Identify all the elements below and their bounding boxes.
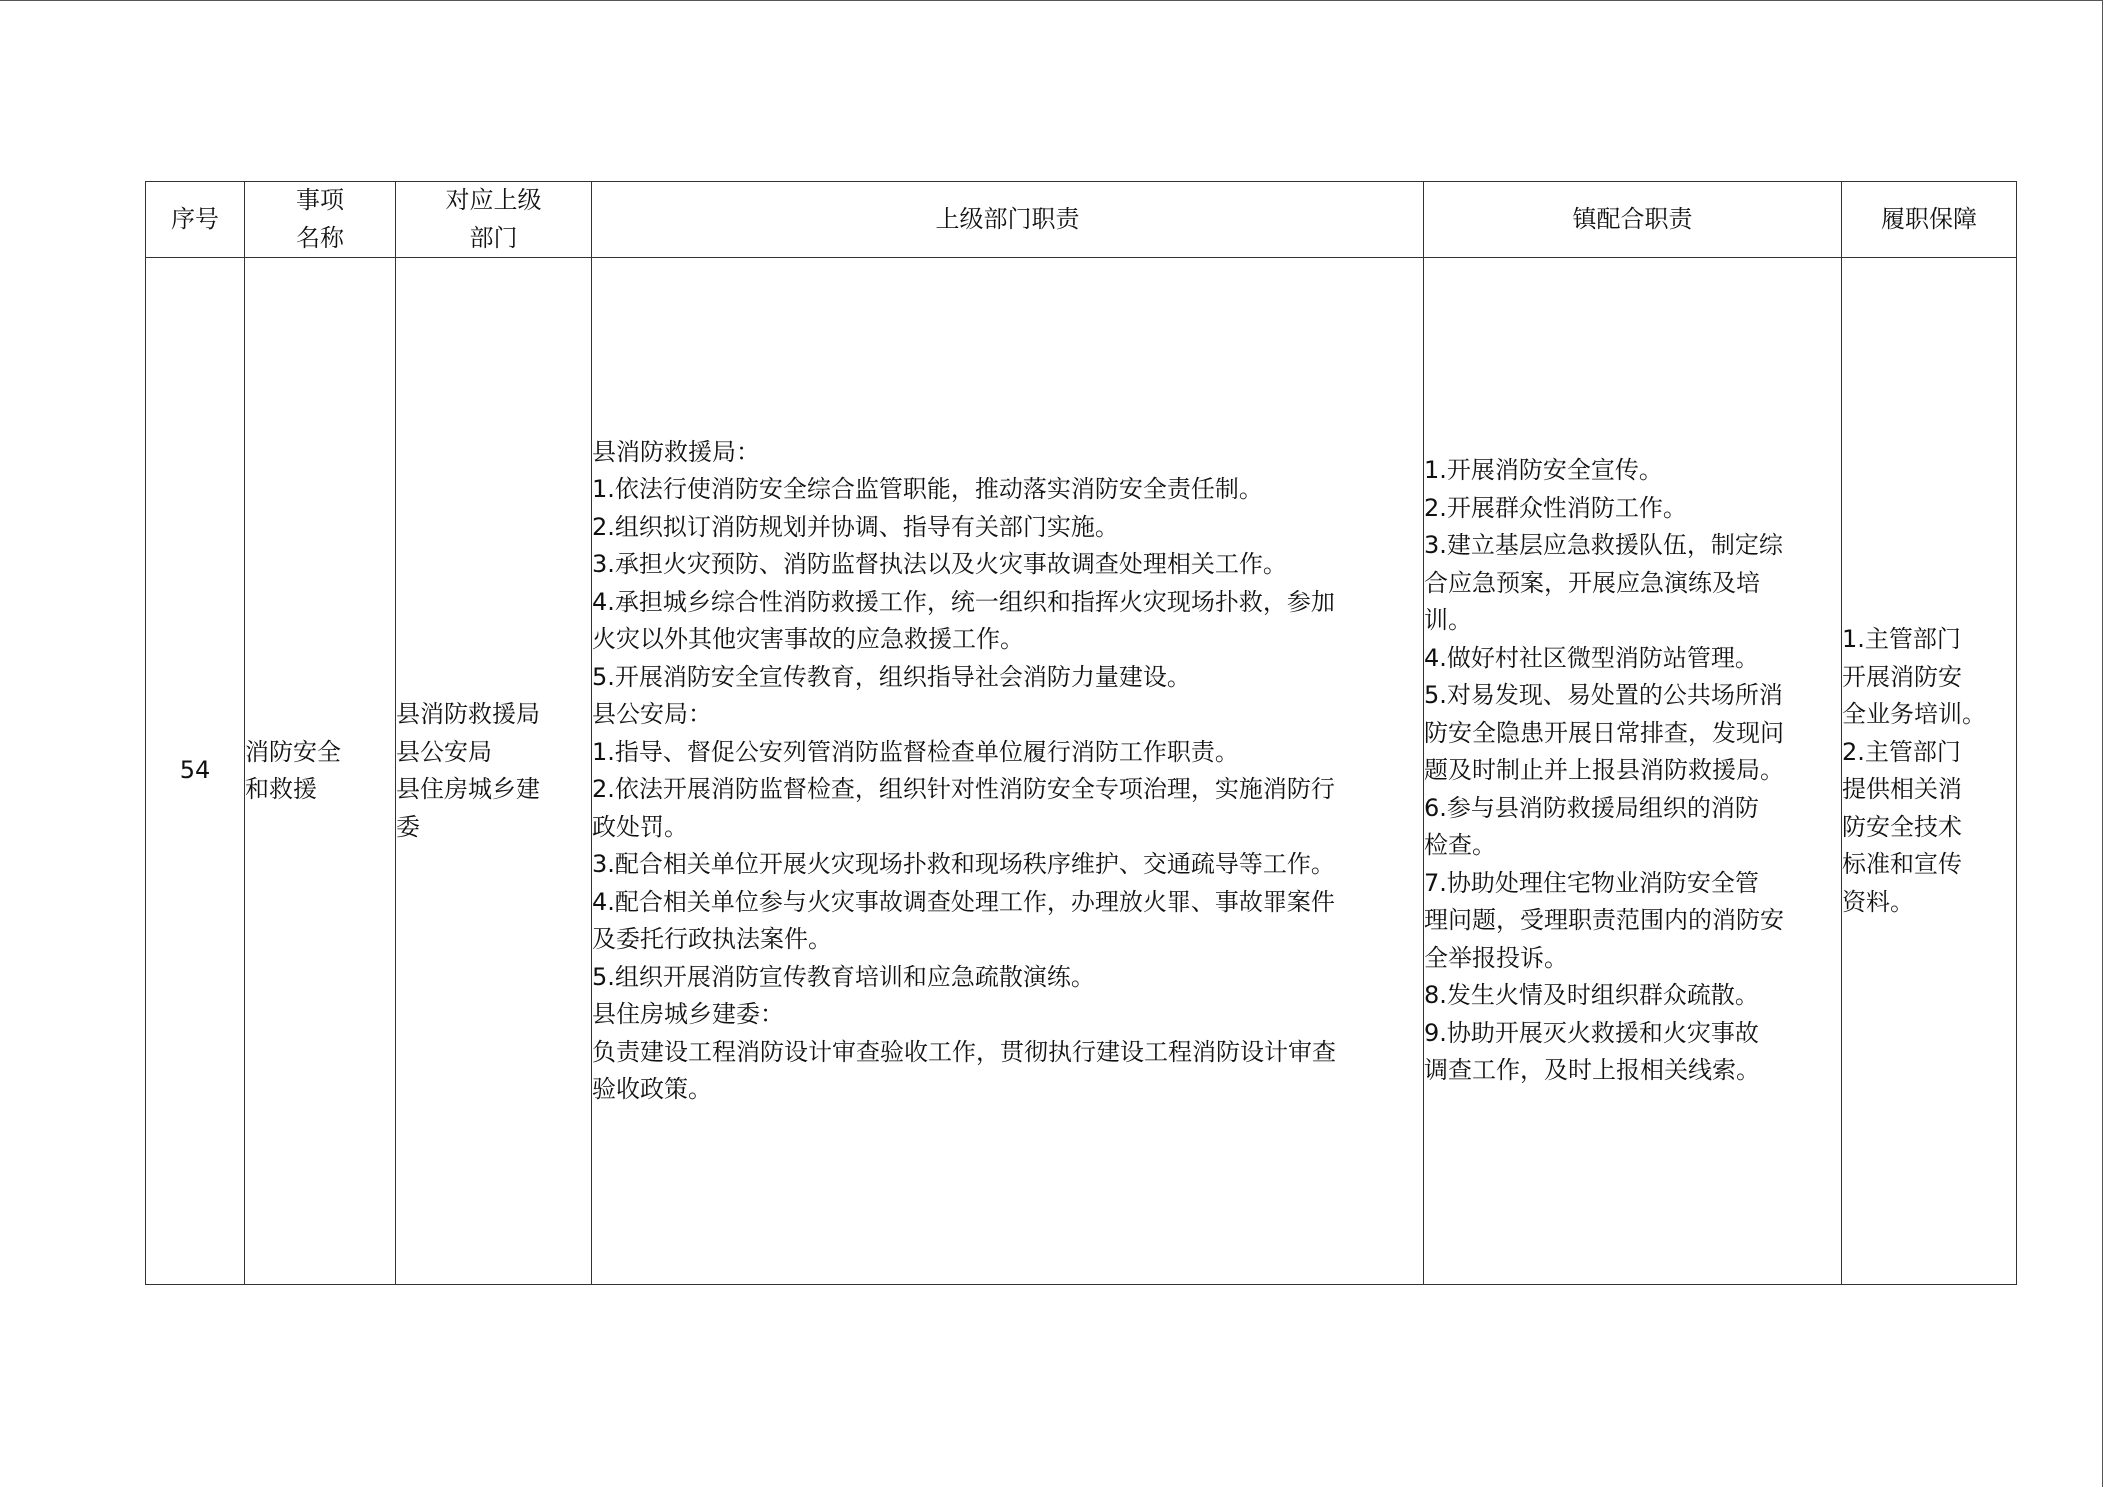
upper-duty-line: 县消防救援局： xyxy=(592,437,760,466)
town-duty-line: 理问题，受理职责范围内的消防安 xyxy=(1424,906,1784,935)
header-no: 序号 xyxy=(146,182,245,258)
guarantee-cell xyxy=(1842,258,2017,1285)
town-duty-line: 3.建立基层应急救援队伍，制定综 xyxy=(1424,531,1783,560)
header-item-name-line: 名称 xyxy=(296,223,344,252)
upper-duty-line: 4.承担城乡综合性消防救援工作，统一组织和指挥火灾现场扑救，参加 xyxy=(592,587,1335,616)
header-upper-duty: 上级部门职责 xyxy=(592,182,1424,258)
header-row xyxy=(146,182,2017,258)
upper-duty-line: 2.依法开展消防监督检查，组织针对性消防安全专项治理，实施消防行 xyxy=(592,775,1335,803)
upper-duty-line: 5.组织开展消防宣传教育培训和应急疏散演练。 xyxy=(592,962,1095,991)
town-duty-cell xyxy=(1424,258,1842,1285)
item-name-cell xyxy=(245,258,396,1285)
upper-dept-line: 县公安局 xyxy=(396,737,492,766)
upper-duty-line: 负责建设工程消防设计审查验收工作，贯彻执行建设工程消防设计审查 xyxy=(592,1037,1336,1066)
guarantee-line: 1.主管部门 xyxy=(1842,625,1961,653)
town-duty-line: 1.开展消防安全宣传。 xyxy=(1424,456,1663,485)
upper-duty-line: 2.组织拟订消防规划并协调、指导有关部门实施。 xyxy=(592,512,1119,541)
header-upper-dept xyxy=(396,182,592,258)
town-duty-line: 训。 xyxy=(1424,606,1472,635)
item-name-line: 消防安全 xyxy=(245,737,341,766)
guarantee-line: 标准和宣传 xyxy=(1842,850,1962,878)
town-duty-line: 防安全隐患开展日常排查，发现问 xyxy=(1424,718,1784,747)
upper-duty-line: 验收政策。 xyxy=(592,1075,712,1103)
town-duty-line: 合应急预案，开展应急演练及培 xyxy=(1424,568,1760,597)
upper-duty-line: 1.指导、督促公安列管消防监督检查单位履行消防工作职责。 xyxy=(592,737,1239,766)
guarantee-line: 开展消防安 xyxy=(1842,662,1962,691)
town-duty-line: 2.开展群众性消防工作。 xyxy=(1424,493,1687,522)
row-number: 54 xyxy=(146,258,245,1285)
upper-duty-line: 3.承担火灾预防、消防监督执法以及火灾事故调查处理相关工作。 xyxy=(592,550,1287,578)
guarantee-line: 资料。 xyxy=(1842,887,1914,916)
town-duty-line: 5.对易发现、易处置的公共场所消 xyxy=(1424,681,1783,710)
upper-dept-line: 县消防救援局 xyxy=(396,700,540,728)
guarantee-line: 提供相关消 xyxy=(1842,775,1962,803)
upper-duty-line: 1.依法行使消防安全综合监管职能，推动落实消防安全责任制。 xyxy=(592,475,1263,503)
guarantee-line: 防安全技术 xyxy=(1842,812,1962,841)
town-duty-line: 7.协助处理住宅物业消防安全管 xyxy=(1424,868,1759,897)
header-item-name-line: 事项 xyxy=(296,186,344,214)
item-name-line: 和救援 xyxy=(245,775,317,803)
upper-duty-line: 及委托行政执法案件。 xyxy=(592,925,832,953)
header-upper-dept-line: 部门 xyxy=(469,223,518,252)
header-upper-dept-line: 对应上级 xyxy=(445,186,542,214)
town-duty-line: 调查工作，及时上报相关线索。 xyxy=(1424,1056,1760,1085)
upper-dept-line: 县住房城乡建 xyxy=(396,775,540,803)
town-duty-line: 全举报投诉。 xyxy=(1424,943,1568,972)
upper-duty-line: 3.配合相关单位开展火灾现场扑救和现场秩序维护、交通疏导等工作。 xyxy=(592,850,1335,878)
guarantee-line: 全业务培训。 xyxy=(1842,700,1986,728)
header-guarantee: 履职保障 xyxy=(1842,182,2017,258)
guarantee-line: 2.主管部门 xyxy=(1842,737,1961,766)
header-item-name xyxy=(245,182,396,258)
upper-duty-line: 4.配合相关单位参与火灾事故调查处理工作，办理放火罪、事故罪案件 xyxy=(592,887,1335,916)
upper-duty-line: 政处罚。 xyxy=(592,812,688,841)
town-duty-line: 4.做好村社区微型消防站管理。 xyxy=(1424,643,1759,672)
table-row xyxy=(146,258,2017,1285)
upper-dept-cell xyxy=(396,258,592,1285)
upper-dept-line: 委 xyxy=(396,812,420,841)
header-town-duty: 镇配合职责 xyxy=(1424,182,1842,258)
town-duty-line: 8.发生火情及时组织群众疏散。 xyxy=(1424,981,1759,1010)
town-duty-line: 检查。 xyxy=(1424,831,1496,860)
upper-duty-line: 火灾以外其他灾害事故的应急救援工作。 xyxy=(592,625,1024,653)
upper-duty-line: 县公安局： xyxy=(592,700,712,728)
town-duty-line: 6.参与县消防救援局组织的消防 xyxy=(1424,793,1759,822)
upper-duty-cell xyxy=(592,258,1424,1285)
upper-duty-line: 县住房城乡建委： xyxy=(592,1000,784,1028)
duty-table xyxy=(145,181,2017,1285)
town-duty-line: 9.协助开展灭火救援和火灾事故 xyxy=(1424,1018,1759,1047)
town-duty-line: 题及时制止并上报县消防救援局。 xyxy=(1424,756,1784,785)
upper-duty-line: 5.开展消防安全宣传教育，组织指导社会消防力量建设。 xyxy=(592,662,1191,691)
